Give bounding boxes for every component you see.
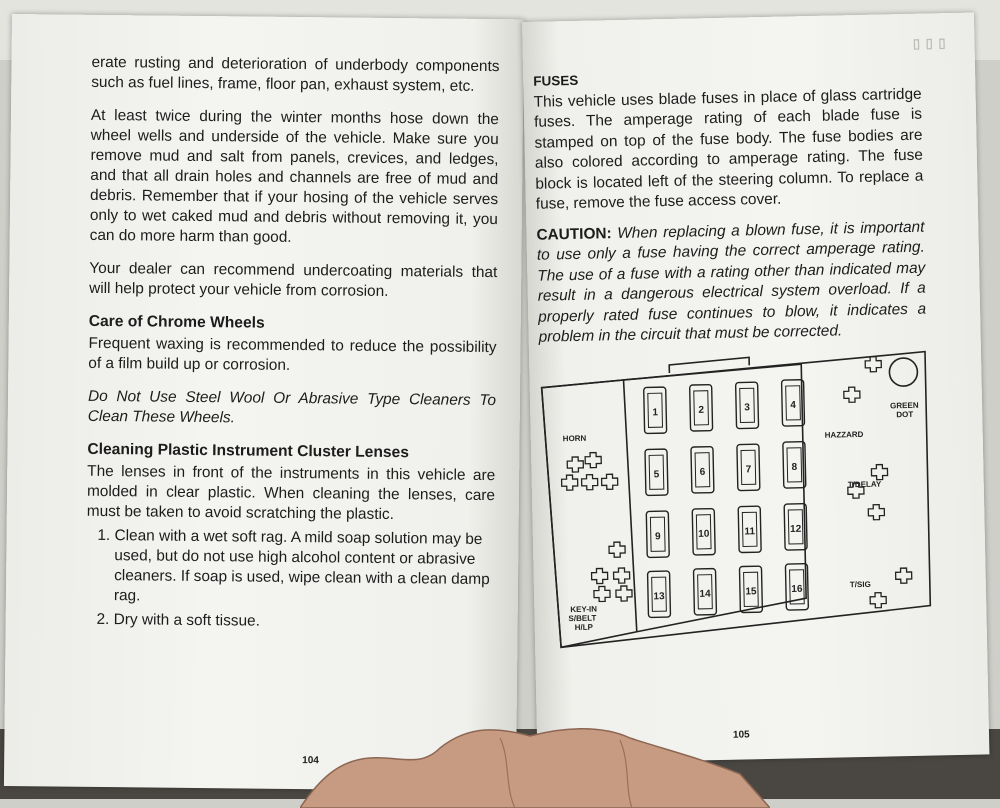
fuse-5 xyxy=(645,449,668,495)
chrome-wheels-paragraph: Frequent waxing is recommended to reduce the possibility of a film build up or corrosion. xyxy=(88,334,497,374)
green-dot-label-line1: GREEN xyxy=(890,400,919,411)
chrome-wheels-warning: Do Not Use Steel Wool Or Abrasive Type Cleaners To Clean These Wheels. xyxy=(87,387,497,427)
keyin-label-line1: KEY-IN xyxy=(570,604,598,615)
relay-socket xyxy=(594,586,610,601)
horn-label: HORN xyxy=(562,433,587,444)
relay-socket xyxy=(616,586,632,601)
fuse-13 xyxy=(648,571,671,617)
fuse-number: 13 xyxy=(653,591,665,603)
fuse-number: 4 xyxy=(790,399,796,411)
page-104 xyxy=(4,14,524,791)
fuse-9 xyxy=(646,511,669,557)
cluster-lenses-heading: Cleaning Plastic Instrument Cluster Lenses xyxy=(87,440,410,462)
fuse-7 xyxy=(737,444,760,490)
fuse-number: 8 xyxy=(791,461,798,473)
keyin-label-line3: H/LP xyxy=(574,622,594,633)
fuse-14 xyxy=(693,569,716,615)
relay-socket xyxy=(585,452,601,467)
fuse-number: 9 xyxy=(654,531,661,543)
page-105-text xyxy=(533,64,927,359)
relay-socket xyxy=(609,542,625,557)
fuse-number: 2 xyxy=(698,404,705,416)
fuse-10 xyxy=(692,509,715,555)
fuse-number: 1 xyxy=(652,407,659,419)
fuse-2 xyxy=(690,385,713,431)
intro-paragraph: erate rusting and deterioration of underbody components such as fuel lines, frame, floor pan, exhaust system, etc. xyxy=(91,53,500,95)
caution-paragraph xyxy=(536,217,926,348)
fuse-number: 10 xyxy=(698,528,710,540)
relay-socket xyxy=(868,505,884,520)
fuse-bay xyxy=(623,364,806,632)
fuses-heading: FUSES xyxy=(533,72,579,89)
relay-socket xyxy=(567,457,583,472)
caution-text: When replacing a blown fuse, it is important to use only a fuse having the correct amperage rating. The use of a fuse with a rating other than indicated may result in a dangerous electrical system overload. If a properly rated fuse continues to blow, it indicates a problem in the circuit that must be corrected. xyxy=(536,218,927,346)
tsig-label: T/SIG xyxy=(849,579,871,590)
fuse-number: 6 xyxy=(699,466,706,478)
relay-socket xyxy=(601,474,617,489)
relay-socket xyxy=(870,593,886,608)
tdelay-label: T/DELAY xyxy=(847,479,882,490)
fuse-6 xyxy=(691,447,714,493)
page-104-text xyxy=(86,53,500,638)
relay-socket xyxy=(844,387,860,402)
relay-socket xyxy=(871,464,887,479)
fuse-number: 16 xyxy=(791,583,803,595)
show-through-text: ▯ ▯ ▯ xyxy=(912,35,947,51)
cleaning-step: 1. Clean with a wet soft rag. A mild soap solution may be used, but do not use high alcohol content or abrasive cleaners. If soap is used, wipe clean with a clean damp rag. xyxy=(114,526,495,610)
fuse-11 xyxy=(738,506,761,552)
fuse-number: 5 xyxy=(653,469,660,481)
dealer-paragraph: Your dealer can recommend undercoating materials that will help protect your vehicle from corrosion. xyxy=(89,259,498,300)
green-dot-circle xyxy=(889,358,918,387)
relay-socket xyxy=(562,475,578,490)
fuse-3 xyxy=(736,382,759,428)
page-number: 104 xyxy=(302,755,319,767)
fuse-number: 15 xyxy=(745,586,757,598)
keyin-label-line2: S/BELT xyxy=(568,613,597,624)
cluster-lenses-paragraph: The lenses in front of the instruments in this vehicle are molded in clear plastic. When cleaning the lenses, care must be taken to avoid scratching the plastic. xyxy=(86,462,496,524)
hand-thumb xyxy=(300,718,770,808)
cleaning-step: 2. Dry with a soft tissue. xyxy=(114,610,494,634)
relay-socket xyxy=(591,568,607,583)
fuse-slots xyxy=(644,380,809,618)
cleaning-steps-list xyxy=(86,526,495,634)
green-dot-label-line2: DOT xyxy=(896,409,914,420)
hazzard-label: HAZZARD xyxy=(824,429,864,440)
fuse-number: 14 xyxy=(699,588,711,600)
fuse-number: 3 xyxy=(744,402,751,414)
fuse-1 xyxy=(644,387,667,433)
chrome-wheels-heading: Care of Chrome Wheels xyxy=(88,312,265,332)
relay-socket xyxy=(581,475,597,490)
fuse-number: 11 xyxy=(744,526,756,538)
page-number: 105 xyxy=(732,729,750,741)
relay-socket xyxy=(896,568,912,583)
relay-socket xyxy=(865,357,881,372)
fuses-paragraph: This vehicle uses blade fuses in place of glass cartridge fuses. The amperage rating of each blade fuse is stamped on top of the fuse body. The fuse bodies are also colored according to amperage rating. The fuse block is located left of the steering column. To replace a fuse, remove the fuse access cover. xyxy=(533,85,924,213)
fuse-number: 12 xyxy=(790,523,802,535)
fuse-block-diagram xyxy=(539,344,937,650)
page-105 xyxy=(522,13,989,764)
fuse-15 xyxy=(739,566,762,612)
winter-paragraph: At least twice during the winter months hose down the wheel wells and underside of the vehicle. Make sure you remove mud and salt from panels, crevices, and ledges, and that all drain holes and channels are free of mud and debris. Remember that if your hosing of the vehicle serves only to wet caked mud and debris without removing it, you can do more harm than good. xyxy=(89,106,500,246)
fuse-number: 7 xyxy=(745,464,752,476)
relay-socket xyxy=(613,568,629,583)
caution-label: CAUTION: xyxy=(536,224,612,244)
